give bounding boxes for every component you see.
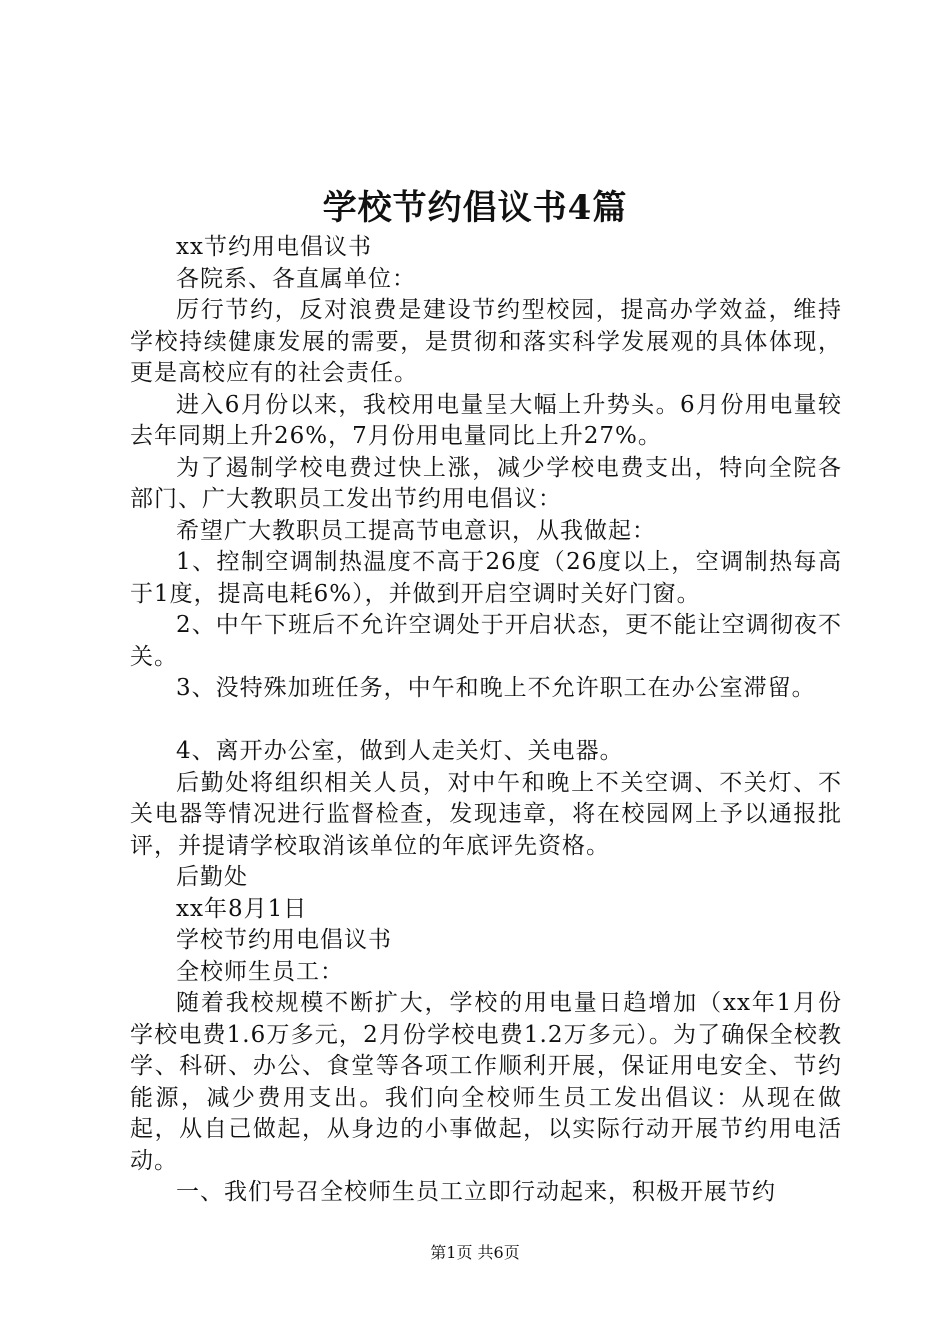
list-item: 4、离开办公室，做到人走关灯、关电器。 <box>176 738 624 764</box>
paragraph: 一、我们号召全校师生员工立即行动起来，积极开展节约 <box>176 1179 776 1205</box>
paragraph-salutation-2: 全校师生员工： <box>176 958 344 985</box>
paragraph: 随着我校规模不断扩大，学校的用电量日趋增加（xx年1月份学校电费1.6万多元，2月份学校电费1.2万多元）。为了确保全校教学、科研、办公、食堂等各项工作顺利开展，保证用电安全、节约能源，减少费用支出。我们向全校师生员工发出倡议：从现在做起，从自己做起，从身边的小事做起，以实际行动开展节约用电活动。 <box>130 990 842 1174</box>
list-item: 3、没特殊加班任务，中午和晚上不允许职工在办公室滞留。 <box>176 675 816 701</box>
paragraph-salutation-1: 各院系、各直属单位： <box>176 265 416 292</box>
list-item: 1、控制空调制热温度不高于26度（26度以上，空调制热每高于1度，提高电耗6%），并做到开启空调时关好门窗。 <box>130 549 842 607</box>
paragraph: 为了遏制学校电费过快上涨，减少学校电费支出，特向全院各部门、广大教职员工发出节约用电倡议： <box>130 454 842 512</box>
paragraph-heading-2: 学校节约用电倡议书 <box>176 927 392 953</box>
paragraph-heading-1: xx节约用电倡议书 <box>176 234 372 260</box>
document-body <box>130 232 842 1209</box>
paragraph: 后勤处将组织相关人员，对中午和晚上不关空调、不关灯、不关电器等情况进行监督检查，发现违章，将在校园网上予以通报批评，并提请学校取消该单位的年底评先资格。 <box>130 769 842 859</box>
page-indicator: 第1页 共6页 <box>430 1243 520 1262</box>
paragraph: 进入6月份以来，我校用电量呈大幅上升势头。6月份用电量较去年同期上升26%，7月份用电量同比上升27%。 <box>130 391 842 449</box>
paragraph: 希望广大教职员工提高节电意识，从我做起： <box>176 517 656 544</box>
signature-department: 后勤处 <box>176 864 248 890</box>
blank-line <box>130 705 842 737</box>
list-item: 2、中午下班后不允许空调处于开启状态，更不能让空调彻夜不关。 <box>130 612 842 670</box>
document-title: 学校节约倡议书4篇 <box>322 188 628 228</box>
paragraph: 厉行节约，反对浪费是建设节约型校园，提高办学效益，维持学校持续健康发展的需要，是贯彻和落实科学发展观的具体体现，更是高校应有的社会责任。 <box>130 297 842 386</box>
signature-date: xx年8月1日 <box>176 895 308 922</box>
